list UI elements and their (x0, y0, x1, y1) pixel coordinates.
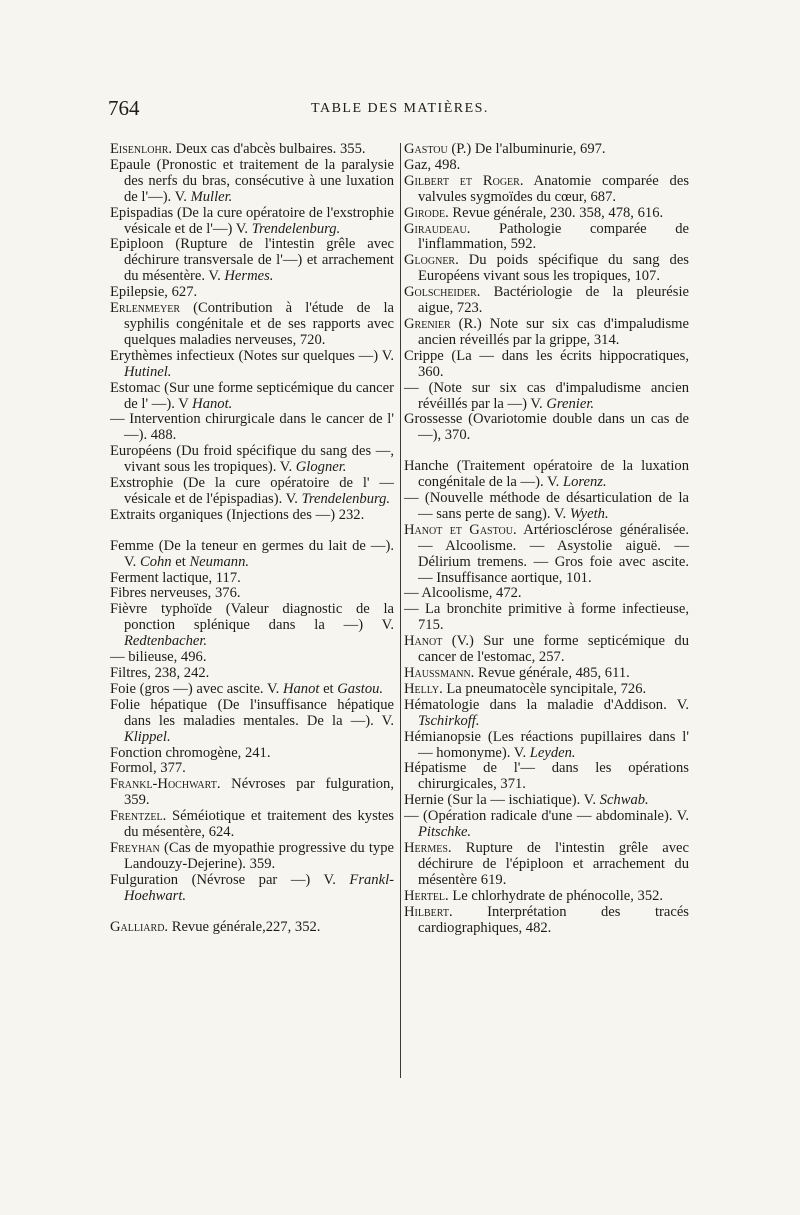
index-entry (404, 586, 689, 602)
index-entry (404, 317, 689, 349)
entry-text: — (Note sur six cas d'impaludisme ancien révéillés par la —) V. (404, 379, 689, 412)
entry-text: . Anatomie comparée des valvules sygmoïdes du cœur, 687. (418, 172, 689, 205)
index-entry (110, 682, 394, 698)
index-entry (110, 508, 394, 524)
entry-text: — La bronchite primitive à forme infectieuse, 715. (404, 601, 689, 634)
index-entry (404, 253, 689, 285)
index-entry (110, 666, 394, 682)
index-entry (110, 206, 394, 238)
index-entry (110, 602, 394, 650)
index-entry (110, 285, 394, 301)
entry-reference: Grenier. (546, 395, 595, 412)
entry-author: Grenier (404, 315, 451, 332)
index-entry (110, 650, 394, 666)
entry-text: Formol, 377. (110, 760, 186, 777)
entry-author: Eisenlohr (110, 141, 169, 157)
entry-reference: Hutinel. (124, 363, 172, 380)
index-entry (404, 809, 689, 841)
index-entry (404, 602, 689, 634)
entry-reference: Klippel. (124, 728, 171, 745)
entry-author: Hanot (404, 633, 443, 650)
entry-reference: Hanot. (192, 395, 233, 412)
entry-text: Fulguration (Névrose par —) V. (110, 871, 350, 888)
entry-text: — Alcoolisme, 472. (404, 585, 522, 602)
index-entry (404, 158, 689, 174)
index-entry (110, 476, 394, 508)
index-entry (110, 698, 394, 746)
entry-text: Ferment lactique, 117. (110, 569, 241, 586)
entry-text: . Artériosclérose généralisée. — Alcoolisme. — Asystolie aiguë. — Délirium tremens. — Gros foie avec ascite. — Insuffisance aortique, 101. (418, 521, 689, 586)
entry-text: . Névroses par fulguration, 359. (124, 776, 394, 809)
entry-author: Helly (404, 680, 440, 697)
index-entry (404, 889, 689, 905)
running-head (0, 101, 800, 117)
entry-text: Fièvre typhoïde (Valeur diagnostic de la ponction splénique dans la —) V. (110, 601, 394, 634)
entry-reference: Gastou. (337, 680, 384, 697)
index-entry (404, 905, 689, 937)
entry-text: Epaule (Pronostic et traitement de la paralysie des nerfs du bras, consécutive à une luxation de l'—). V. (110, 156, 394, 205)
entry-reference: Trendelenburg. (301, 490, 391, 507)
entry-reference: Hermes. (224, 268, 274, 285)
entry-text: Européens (Du froid spécifique du sang des —, vivant sous les tropiques). V. (110, 443, 394, 476)
index-entry (404, 381, 689, 413)
index-entry (110, 237, 394, 285)
column-divider (400, 143, 401, 1078)
entry-text: Gaz, 498. (404, 156, 461, 173)
entry-text: Femme (De la teneur en germes du lait de —). V. (110, 537, 394, 570)
entry-author: Hilbert (404, 903, 449, 920)
entry-author: Haussmann (404, 665, 471, 681)
index-entry (404, 793, 689, 809)
index-entry (110, 381, 394, 413)
entry-author: Frankl-Hochwart (110, 776, 217, 793)
entry-author: Gilbert et Roger (404, 172, 520, 189)
entry-author: Frentzel (110, 808, 163, 825)
index-entry (404, 523, 689, 587)
index-entry (404, 841, 689, 889)
entry-text: . Revue générale, 230. 358, 478, 616. (445, 204, 664, 221)
index-entry (110, 809, 394, 841)
entry-author: Glogner (404, 252, 456, 269)
entry-text: Erythèmes infectieux (Notes sur quelques —) V. (110, 347, 394, 364)
index-entry (404, 761, 689, 793)
entry-author: Gastou (404, 141, 448, 157)
entry-text: Epiploon (Rupture de l'intestin grêle avec déchirure transversale de l'—) et arrachement du mésentère. V. (110, 236, 394, 285)
entry-text: Hépatisme de l'— dans les opérations chirurgicales, 371. (404, 760, 689, 793)
entry-reference: Schwab. (599, 792, 649, 809)
entry-reference: Tschirkoff. (418, 712, 480, 729)
entry-text: Hémianopsie (Les réactions pupillaires dans l' — homonyme). V. (404, 728, 689, 761)
entry-reference: Hanot (282, 680, 320, 697)
entry-connector: et (171, 553, 190, 570)
entry-text: Epilepsie, 627. (110, 284, 198, 301)
index-entry (110, 920, 394, 936)
index-entry (110, 301, 394, 349)
entry-text: . Revue générale, 485, 611. (470, 665, 630, 681)
entry-text: Crippe (La — dans les écrits hippocratiques, 360. (404, 347, 689, 380)
entry-text: — Intervention chirurgicale dans le cancer de l' —). 488. (110, 411, 394, 444)
entry-text: Fonction chromogène, 241. (110, 744, 271, 761)
index-entry (404, 349, 689, 381)
entry-text: Epispadias (De la cure opératoire de l'exstrophie vésicale et de l'—) V. (110, 204, 394, 237)
index-entry (404, 222, 689, 254)
entry-reference: Muller. (190, 188, 233, 205)
entry-text: . Du poids spécifique du sang des Européens vivant sous les tropiques, 107. (418, 252, 689, 285)
entry-reference: Trendelenburg. (251, 220, 341, 237)
entry-text: Grossesse (Ovariotomie double dans un cas de —), 370. (404, 411, 689, 444)
index-entry (110, 586, 394, 602)
entry-text: — bilieuse, 496. (110, 649, 207, 666)
entry-text: . Séméiotique et traitement des kystes du mésentère, 624. (124, 808, 394, 841)
index-entry (110, 777, 394, 809)
entry-author: Freyhan (110, 839, 160, 856)
entry-text: . Rupture de l'intestin grêle avec déchirure de l'épiploon et arrachement du mésentère 619. (418, 839, 689, 888)
entry-text: . Le chlorhydrate de phénocolle, 352. (445, 887, 664, 904)
index-entry (110, 539, 394, 571)
index-entry (404, 285, 689, 317)
index-entry (110, 841, 394, 873)
entry-text: Fibres nerveuses, 376. (110, 585, 241, 602)
entry-reference: Pitschke. (418, 824, 472, 841)
entry-text: . La pneumatocèle syncipitale, 726. (439, 680, 647, 697)
index-entry (404, 206, 689, 222)
index-entry (110, 349, 394, 381)
running-head-text: TABLE DES MATIÈRES. (311, 101, 489, 116)
entry-author: Hertel (404, 887, 446, 904)
entry-text: Hématologie dans la maladie d'Addison. V. (404, 696, 689, 713)
entry-text: Hernie (Sur la — ischiatique). V. (404, 792, 600, 809)
entry-reference: Glogner. (295, 459, 347, 476)
index-entry (110, 873, 394, 905)
index-entry (404, 730, 689, 762)
entry-author: Erlenmeyer (110, 300, 181, 317)
entry-text: Hanche (Traitement opératoire de la luxation congénitale de la —). V. (404, 458, 689, 491)
entry-text: . Deux cas d'abcès bulbaires. 355. (168, 141, 366, 157)
entry-text: (Contribution à l'étude de la syphilis congénitale et de ses rapports avec quelques maladies nerveuses, 720. (124, 300, 394, 348)
index-entry (110, 412, 394, 444)
index-entry (110, 444, 394, 476)
index-entry (404, 682, 689, 698)
entry-reference: Wyeth. (569, 505, 609, 522)
entry-author: Hermes (404, 839, 448, 856)
entry-author: Galliard (110, 918, 165, 935)
entry-text: . Interprétation des tracés cardiographiques, 482. (418, 903, 689, 936)
entry-reference: Leyden. (529, 744, 576, 761)
entry-text: — (Opération radicale d'une — abdominale). V. (404, 808, 689, 825)
index-column-left (110, 142, 394, 936)
index-entry (404, 142, 689, 158)
entry-reference: Neumann. (189, 553, 250, 570)
index-entry (404, 634, 689, 666)
entry-text: Filtres, 238, 242. (110, 665, 210, 681)
entry-author: Girode (404, 204, 446, 221)
entry-text: Estomac (Sur une forme septicémique du cancer de l' —). V (110, 379, 394, 412)
index-entry (110, 746, 394, 762)
entry-text: . Pathologie comparée de l'inflammation, 592. (418, 220, 689, 253)
entry-text: . Bactériologie de la pleurésie aigue, 723. (418, 284, 689, 317)
index-entry (110, 761, 394, 777)
entry-text: Exstrophie (De la cure opératoire de l' — vésicale et de l'épispadias). V. (110, 475, 394, 507)
entry-reference: Redtenbacher. (124, 633, 208, 650)
entry-author: Golscheider (404, 284, 477, 301)
entry-author: Hanot et Gastou (404, 521, 513, 538)
entry-reference: Cohn (139, 553, 172, 570)
entry-text: (R.) Note sur six cas d'impaludisme ancien réveillés par la grippe, 314. (418, 315, 689, 348)
index-entry (404, 412, 689, 444)
entry-text: . Revue générale,227, 352. (164, 918, 321, 935)
entry-text: (V.) Sur une forme septicémique du cancer de l'estomac, 257. (418, 633, 689, 666)
index-entry (110, 142, 394, 158)
entry-reference: Frankl-Hoehwart. (124, 871, 394, 904)
index-entry (110, 571, 394, 587)
entry-text: Extraits organiques (Injections des —) 232. (110, 506, 365, 523)
entry-author: Giraudeau (404, 220, 467, 237)
entry-text: — (Nouvelle méthode de désarticulation de la — sans perte de sang). V. (404, 490, 689, 522)
index-entry (404, 174, 689, 206)
entry-text: (Cas de myopathie progressive du type Landouzy-Dejerine). 359. (124, 839, 394, 872)
entry-text: (P.) De l'albuminurie, 697. (447, 141, 606, 157)
page-number: 764 (108, 96, 140, 120)
index-entry (404, 698, 689, 730)
entry-text: Folie hépatique (De l'insuffisance hépatique dans les maladies mentales. De la —). V. (110, 696, 394, 729)
index-entry (404, 491, 689, 523)
index-entry (110, 158, 394, 206)
index-column-right (404, 142, 689, 936)
index-entry (404, 459, 689, 491)
entry-text: Foie (gros —) avec ascite. V. (110, 680, 283, 697)
entry-reference: Lorenz. (562, 474, 607, 491)
entry-connector: et (319, 680, 338, 697)
index-entry (404, 666, 689, 682)
